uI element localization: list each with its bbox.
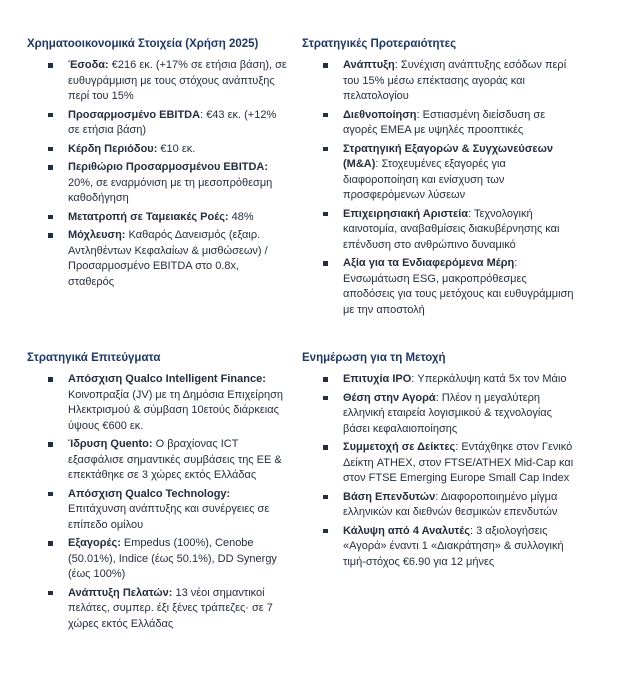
item-text: : Στοχευμένες εξαγορές για διαφοροποίηση και ενίσχυση των προσφερόμενων λύσεων bbox=[343, 158, 506, 201]
item-text: Empedus (100%), Cenobe (50.01%), Indice (έως 50.1%), DD Synergy (έως 100%) bbox=[68, 537, 277, 580]
bullet-item bbox=[302, 58, 594, 105]
item-label: Θέση στην Αγορά bbox=[343, 391, 436, 404]
bullet-list bbox=[302, 372, 594, 570]
bullet-item bbox=[27, 228, 302, 290]
bullet-item bbox=[302, 490, 594, 521]
item-text: : €43 εκ. (+12% σε ετήσια βάση) bbox=[68, 108, 277, 136]
bullet-item bbox=[302, 207, 594, 254]
bullet-square-icon bbox=[323, 212, 328, 217]
item-text: €10 εκ. bbox=[157, 142, 196, 155]
item-label: Προσαρμοσμένο EBITDA bbox=[68, 108, 201, 121]
bullet-item bbox=[27, 437, 302, 484]
bullet-square-icon bbox=[323, 445, 328, 450]
item-label: Κάλυψη από 4 Αναλυτές bbox=[343, 524, 470, 537]
section-strategic-priorities bbox=[302, 37, 594, 351]
item-text: €216 εκ. (+17% σε ετήσια βάση), σε ευθυγράμμιση με τους στόχους ανάπτυξης περί του 15% bbox=[68, 59, 287, 102]
item-text: Καθαρός Δανεισμός (εξαιρ. Αντληθέντων Κεφαλαίων & μισθώσεων) / Προσαρμοσμένο EBITDA στο 0.8x, σταθερός bbox=[68, 229, 268, 288]
item-label: Επιχειρησιακή Αριστεία bbox=[343, 207, 469, 220]
bullet-item bbox=[27, 210, 302, 226]
item-text: 13 νέοι σημαντικοί πελάτες, συμπερ. έξι ξένες τράπεζες· σε 7 χώρες εκτός Ελλάδας bbox=[68, 586, 273, 630]
item-label: Αξία για τα Ενδιαφερόμενα Μέρη bbox=[343, 257, 515, 269]
item-label: Απόσχιση Qualco Intelligent Finance: bbox=[68, 373, 266, 385]
section-title-strategic-priorities: Στρατηγικές Προτεραιότητες bbox=[302, 38, 457, 50]
item-text: : Διαφοροποιημένο μίγμα ελληνικών και διεθνών θεσμικών επενδυτών bbox=[343, 490, 558, 518]
item-text: : Ενσωμάτωση ESG, μακροπρόθεσμες αποδόσεις για τους μετόχους και ευθυγράμμιση με την αποστολή bbox=[343, 257, 574, 316]
item-label: Ανάπτυξη bbox=[343, 59, 395, 71]
item-label: Εξαγορές: bbox=[68, 537, 121, 549]
bullet-square-icon bbox=[48, 215, 53, 220]
bullet-list bbox=[302, 58, 594, 318]
bullet-item bbox=[27, 586, 302, 633]
bullet-item bbox=[27, 372, 302, 434]
bullet-list bbox=[27, 372, 302, 632]
item-label: Απόσχιση Qualco Technology: bbox=[68, 487, 231, 500]
bullet-item bbox=[302, 108, 594, 139]
bullet-item bbox=[302, 256, 594, 318]
item-label: Ίδρυση Quento: bbox=[68, 438, 153, 450]
bullet-square-icon bbox=[48, 165, 53, 170]
item-text: : Συνέχιση ανάπτυξης εσόδων περί του 15% μέσω επέκτασης αγοράς και πελατολογίου bbox=[343, 59, 567, 102]
item-label: Μόχλευση: bbox=[68, 229, 126, 241]
item-text: : Πλέον η μεγαλύτερη ελληνική εταιρεία λογισμικού & τεχνολογίας βάσει κεφαλαιοποίησης bbox=[343, 391, 552, 435]
item-text: : Εστιασμένη διείσδυση σε αγορές ΕΜΕΑ με υψηλές προοπτικές bbox=[343, 108, 546, 136]
bullet-item bbox=[302, 391, 594, 438]
bullet-square-icon bbox=[48, 442, 53, 447]
bullet-item bbox=[27, 536, 302, 583]
section-title-financial-highlights: Χρηματοοικονομικά Στοιχεία (Χρήση 2025) bbox=[27, 38, 259, 50]
bullet-item bbox=[302, 142, 594, 204]
section-strategic-achievements bbox=[27, 351, 302, 635]
bullet-square-icon bbox=[48, 147, 53, 152]
item-text: Ο βραχίονας ICT εξασφάλισε σημαντικές συμβάσεις της ΕΕ & επεκτάθηκε σε 3 χώρες εκτός Ελλάδας bbox=[68, 438, 282, 481]
bullet-item bbox=[302, 440, 594, 487]
bullet-item bbox=[27, 487, 302, 534]
bullet-item bbox=[27, 142, 302, 158]
item-text: 48% bbox=[228, 210, 254, 223]
bullet-square-icon bbox=[48, 591, 53, 596]
item-text: Κοινοπραξία (JV) με τη Δημόσια Επιχείρηση Ηλεκτρισμού & σύμβαση 10ετούς διάρκειας ύψους €600 εκ. bbox=[68, 388, 283, 432]
item-label: Διεθνοποίηση bbox=[343, 108, 417, 121]
section-title-share-update: Ενημέρωση για τη Μετοχή bbox=[302, 352, 446, 364]
item-label: Στρατηγική Εξαγορών & Συγχωνεύσεων (M&A) bbox=[343, 142, 553, 170]
bullet-square-icon bbox=[323, 377, 328, 382]
bullet-square-icon bbox=[48, 63, 53, 68]
item-text: : Εντάχθηκε στον Γενικό Δείκτη ATHEX, στον FTSE/ATHEX Mid-Cap και στον FTSE Emerging Europe Small Cap Index bbox=[343, 441, 574, 484]
bullet-square-icon bbox=[323, 396, 328, 401]
item-text: : 3 αξιολογήσεις «Αγορά» έναντι 1 «Διακράτηση» & συλλογική τιμή-στόχος €6.90 για 12 μήνες bbox=[343, 524, 564, 568]
bullet-list bbox=[27, 58, 302, 290]
item-text: : Υπερκάλυψη κατά 5x τον Μάιο bbox=[411, 373, 567, 385]
item-text: Επιτάχυνση ανάπτυξης και συνέργειες σε επίπεδο ομίλου bbox=[68, 503, 270, 531]
bullet-square-icon bbox=[323, 495, 328, 500]
bullet-square-icon bbox=[48, 492, 53, 497]
section-share-update bbox=[302, 351, 594, 635]
bullet-item bbox=[27, 58, 302, 105]
item-label: Ανάπτυξη Πελατών: bbox=[68, 586, 173, 599]
bullet-square-icon bbox=[323, 261, 328, 266]
section-title-strategic-achievements: Στρατηγικά Επιτεύγματα bbox=[27, 352, 161, 364]
bullet-square-icon bbox=[323, 63, 328, 68]
item-label: Κέρδη Περιόδου: bbox=[68, 142, 158, 155]
bullet-item bbox=[27, 108, 302, 139]
bullet-square-icon bbox=[323, 147, 328, 152]
bullet-item bbox=[27, 160, 302, 207]
bullet-square-icon bbox=[48, 377, 53, 382]
item-label: Μετατροπή σε Ταμειακές Ροές: bbox=[68, 210, 229, 223]
bullet-square-icon bbox=[48, 541, 53, 546]
item-label: Περιθώριο Προσαρμοσμένου EBITDA: bbox=[68, 161, 269, 173]
bullet-square-icon bbox=[48, 233, 53, 238]
item-label: Βάση Επενδυτών bbox=[343, 490, 436, 503]
bullet-square-icon bbox=[48, 113, 53, 118]
item-label: Συμμετοχή σε Δείκτες bbox=[343, 441, 456, 453]
bullet-item bbox=[302, 372, 594, 388]
item-text: : Τεχνολογική καινοτομία, αναβαθμίσεις διακυβέρνησης και επένδυση στο ανθρώπινο δυναμικό bbox=[343, 207, 560, 251]
item-label: Έσοδα: bbox=[68, 59, 109, 71]
section-financial-highlights bbox=[27, 37, 302, 351]
bullet-square-icon bbox=[323, 529, 328, 534]
bullet-item bbox=[302, 524, 594, 571]
item-text: 20%, σε εναρμόνιση με τη μεσοπρόθεσμη καθοδήγηση bbox=[68, 176, 273, 204]
item-label: Επιτυχία IPO bbox=[343, 373, 412, 385]
bullet-square-icon bbox=[323, 113, 328, 118]
